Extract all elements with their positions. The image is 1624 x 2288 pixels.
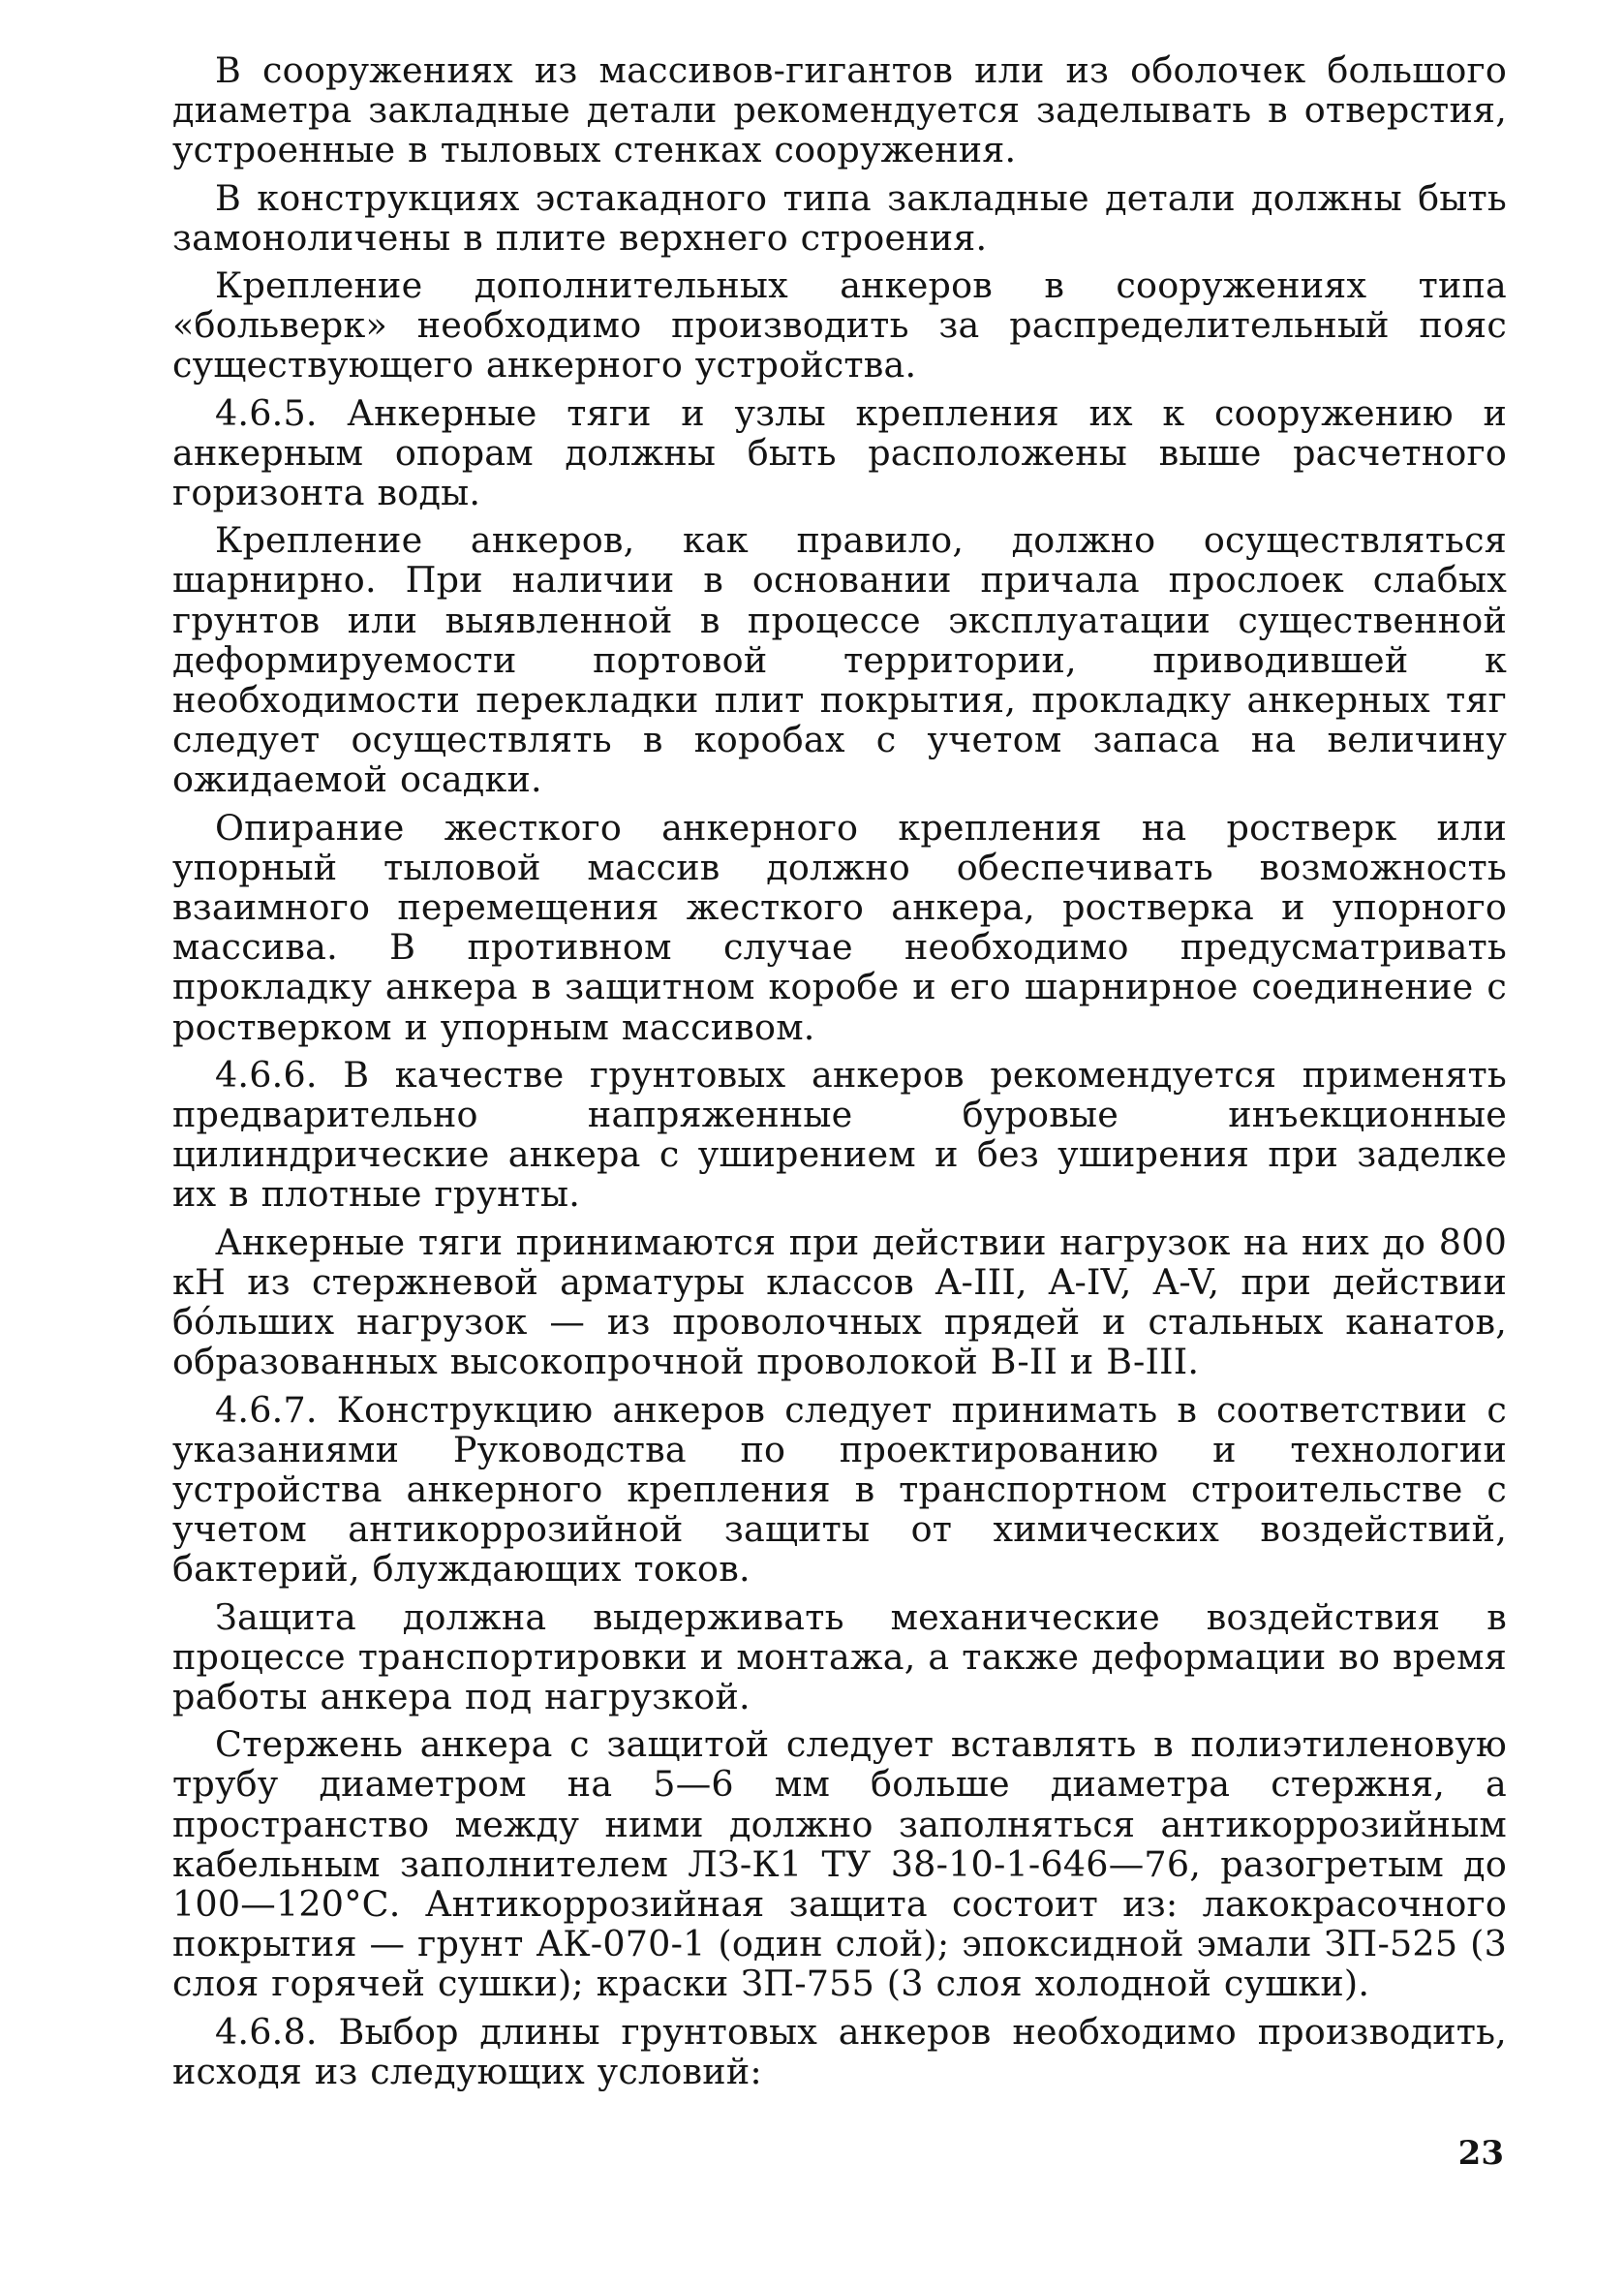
paragraph-2: В конструкциях эстакадного типа закладные детали должны быть замоноличены в плите верхнего строения.: [172, 176, 1507, 259]
paragraph-4: 4.6.5. Анкерные тяги и узлы крепления их к сооружению и анкерным опорам должны быть расположены выше расчетного горизонта воды.: [172, 391, 1507, 514]
paragraph-11: Стержень анкера с защитой следует вставлять в полиэтиленовую трубу диаметром на 5—6 мм больше диаметра стержня, а пространство между ними должно заполняться антикоррозийным кабельным заполнителем ЛЗ-К1 ТУ 38-10-1-646—76, разогретым до 100—120°С. Антикоррозийная защита состоит из: лакокрасочного покрытия — грунт АК-070-1 (один слой); эпоксидной эмали ЗП-525 (3 слоя горячей сушки); краски ЗП-755 (3 слоя холодной сушки).: [172, 1723, 1507, 2005]
paragraph-5: Крепление анкеров, как правило, должно осуществляться шарнирно. При наличии в основании причала прослоек слабых грунтов или выявленной в процессе эксплуатации существенной деформируемости портовой территории, приводившей к необходимости перекладки плит покрытия, прокладку анкерных тяг следует осуществлять в коробах с учетом запаса на величину ожидаемой осадки.: [172, 519, 1507, 801]
paragraph-1: В сооружениях из массивов-гигантов или из оболочек большого диаметра закладные детали рекомендуется заделывать в отверстия, устроенные в тыловых стенках сооружения.: [172, 49, 1507, 171]
paragraph-7: 4.6.6. В качестве грунтовых анкеров рекомендуется применять предварительно напряженные буровые инъекционные цилиндрические анкера с уширением и без уширения при заделке их в плотные грунты.: [172, 1053, 1507, 1216]
paragraph-12: 4.6.8. Выбор длины грунтовых анкеров необходимо производить, исходя из следующих условий:: [172, 2010, 1507, 2092]
paragraph-8: Анкерные тяги принимаются при действии нагрузок на них до 800 кН из стержневой арматуры классов A-III, A-IV, A-V, при действии бо́льших нагрузок — из проволочных прядей и стальных канатов, образованных высокопрочной проволокой B-II и B-III.: [172, 1221, 1507, 1383]
body-text: [172, 50, 1507, 2091]
paragraph-6: Опирание жесткого анкерного крепления на ростверк или упорный тыловой массив должно обеспечивать возможность взаимного перемещения жесткого анкера, ростверка и упорного массива. В противном случае необходимо предусматривать прокладку анкера в защитном коробе и его шарнирное соединение с ростверком и упорным массивом.: [172, 806, 1507, 1048]
paragraph-9: 4.6.7. Конструкцию анкеров следует принимать в соответствии с указаниями Руководства по проектированию и технологии устройства анкерного крепления в транспортном строительстве с учетом антикоррозийной защиты от химических воздействий, бактерий, блуждающих токов.: [172, 1388, 1507, 1591]
page-number: 23: [1457, 2134, 1504, 2173]
paragraph-10: Защита должна выдерживать механические воздействия в процессе транспортировки и монтажа, а также деформации во время работы анкера под нагрузкой.: [172, 1595, 1507, 1717]
paragraph-3: Крепление дополнительных анкеров в сооружениях типа «больверк» необходимо производить за распределительный пояс существующего анкерного устройства.: [172, 264, 1507, 386]
